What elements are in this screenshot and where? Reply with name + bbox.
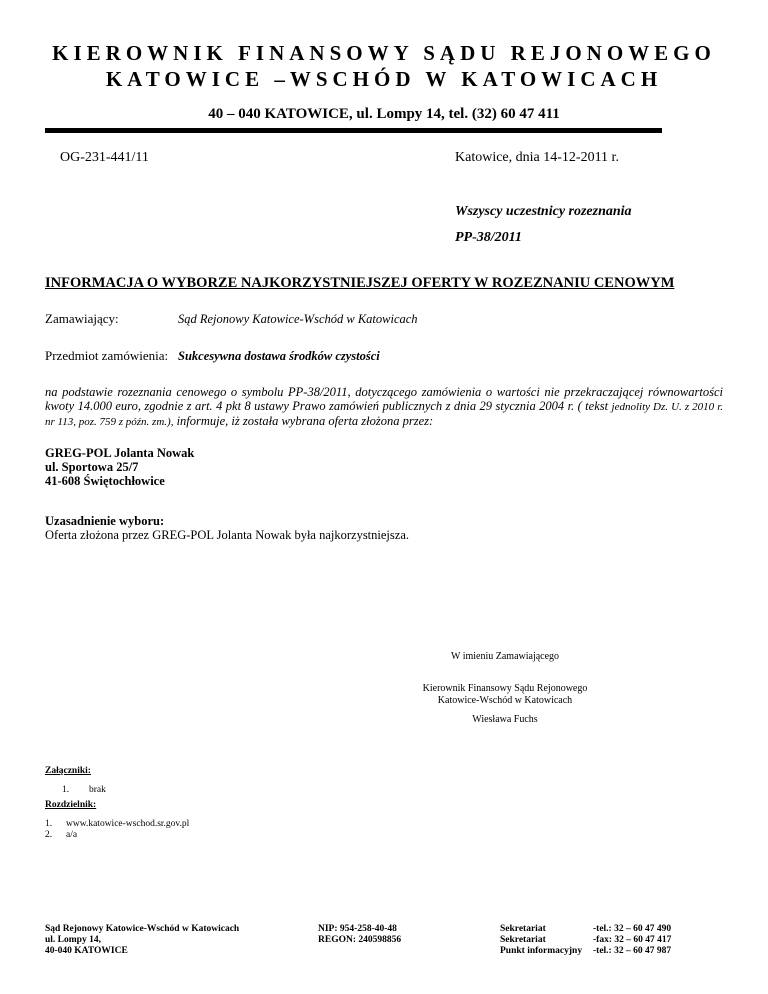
footer-contact-label: Punkt informacyjny [500,946,583,956]
zamawiajacy-value: Sąd Rejonowy Katowice-Wschód w Katowicach [178,312,418,326]
zamawiajacy-label: Zamawiający: [45,311,119,326]
footer-tax-ids [318,924,401,946]
recipient-line-1: Wszyscy uczestnicy rozeznania [455,204,632,219]
paragraph-small: jednolity Dz. U. z 2010 r. nr 113, poz. 759 z późn. zm.), [45,401,724,428]
distribution-item-text: www.katowice-wschod.sr.gov.pl [66,819,190,829]
company-street: ul. Sportowa 25/7 [45,460,139,474]
footer-contact-value: -tel.: 32 – 60 47 987 [593,946,672,956]
justification-heading: Uzasadnienie wyboru: [45,514,165,528]
document-title: INFORMACJA O WYBORZE NAJKORZYSTNIEJSZEJ OFERTY W ROZEZNANIU CENOWYM [45,275,675,291]
signature-role-line-2: Katowice-Wschód w Katowicach [437,695,573,706]
footer-nip: NIP: 954-258-40-48 [318,924,397,934]
attachments-heading: Załączniki: [45,766,91,776]
document-date: Katowice, dnia 14-12-2011 r. [455,150,619,165]
distribution-item-text: a/a [66,830,78,840]
justification [45,514,409,542]
signature-on-behalf: W imieniu Zamawiającego [450,651,560,662]
footer-address [45,924,239,957]
distribution-item-num: 1. [45,819,53,829]
header-address: 40 – 040 KATOWICE, ul. Lompy 14, tel. (32) 60 47 411 [208,106,560,122]
footer-regon: REGON: 240598856 [318,935,402,945]
footer-contact-values [593,924,671,957]
distribution-item-num: 2. [45,830,53,840]
header-line-1: KIEROWNIK FINANSOWY SĄDU REJONOWEGO [52,41,716,65]
selected-company [45,446,194,488]
header-rule [45,128,662,133]
footer-address-line: 40-040 KATOWICE [45,946,128,956]
signature-name: Wiesława Fuchs [472,714,538,725]
footer-contact-label: Sekretariat [500,935,546,945]
przedmiot-label: Przedmiot zamówienia: [45,348,169,363]
header-line-2: KATOWICE –WSCHÓD W KATOWICACH [105,67,663,91]
footer-contact-labels [500,924,582,957]
przedmiot-value: Sukcesywna dostawa środków czystości [178,349,380,363]
reference-number: OG-231-441/11 [60,150,149,165]
attachment-item-text: brak [89,785,106,795]
company-city: 41-608 Świętochłowice [45,474,165,488]
footer-contact-value: -tel.: 32 – 60 47 490 [593,924,672,934]
justification-text: Oferta złożona przez GREG-POL Jolanta Nowak była najkorzystniejsza. [45,528,409,542]
distribution-heading: Rozdzielnik: [45,800,97,810]
body-paragraph [45,385,723,429]
recipient-line-2: PP-38/2011 [455,230,522,245]
company-name: GREG-POL Jolanta Nowak [45,446,195,460]
paragraph-tail: informuje, iż została wybrana oferta złożona przez: [173,414,434,428]
footer-contact-label: Sekretariat [500,924,546,934]
footer-contact-value: -fax: 32 – 60 47 417 [593,935,672,945]
paragraph-main: na podstawie rozeznania cenowego o symbolu PP-38/2011, dotyczącego zamówienia o wartości nie przekraczającej równowartości kwoty 14.000 euro, zgodnie z art. 4 pkt 8 ustawy Prawo zamówień publicznych z dnia 29 stycznia 2004 r. ( tekst [45,385,723,413]
footer-address-line: ul. Lompy 14, [45,935,101,945]
signature-role-line-1: Kierownik Finansowy Sądu Rejonowego [422,683,588,694]
attachment-item-num: 1. [62,785,70,795]
footer-address-line: Sąd Rejonowy Katowice-Wschód w Katowicach [45,924,240,934]
signature-role [385,683,625,707]
